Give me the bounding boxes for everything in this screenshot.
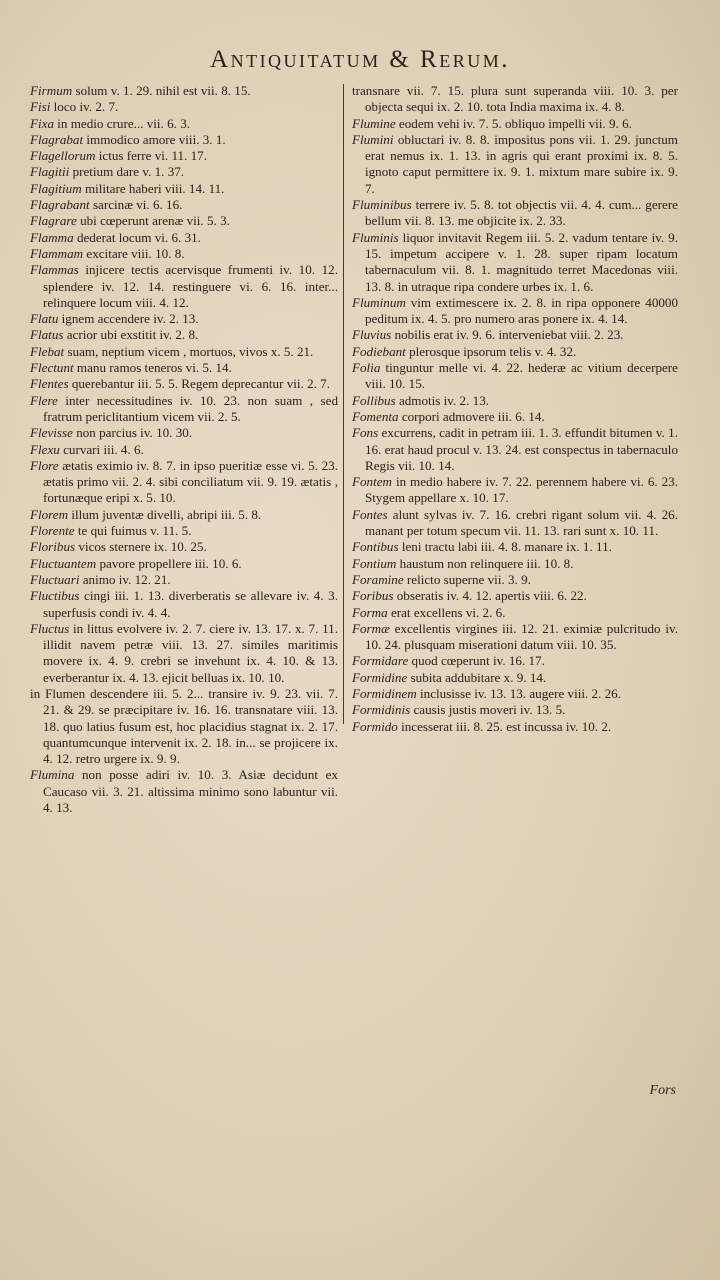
entry-keyword: Flumini — [352, 131, 394, 147]
entry-keyword: Flatus — [30, 327, 64, 343]
entry-references: haustum non relinquere iii. 10. 8. — [399, 555, 574, 571]
entry-keyword: Flammam — [30, 245, 84, 261]
index-entry — [30, 181, 338, 197]
entry-keyword: Flumina — [30, 767, 75, 783]
entry-keyword: Florem — [30, 506, 69, 522]
entry-references: in medio crure... vii. 6. 3. — [57, 115, 191, 131]
entry-keyword: Fons — [352, 425, 379, 441]
entry-keyword: Flebat — [30, 343, 65, 359]
entry-references: querebantur iii. 5. 5. Regem deprecantur vii. 2. 7. — [71, 376, 330, 392]
entry-keyword: Fontem — [352, 474, 392, 490]
index-entry — [352, 393, 678, 409]
index-entry — [30, 148, 338, 164]
entry-references: tinguntur melle vi. 4. 22. hederæ ac vitium decerpere viii. 10. 15. — [365, 360, 678, 392]
entry-references: in medio habere iv. 7. 22. perennem habere vi. 6. 23. Stygem appellare x. 10. 17. — [365, 474, 678, 506]
index-entry — [352, 197, 678, 230]
index-entry — [30, 197, 338, 213]
entry-keyword: Fontes — [352, 506, 388, 522]
index-entry — [30, 327, 338, 343]
index-entry — [30, 393, 338, 426]
running-header: Antiquitatum & Rerum. — [210, 46, 510, 73]
entry-references: in Flumen descendere iii. 5. 2... transire iv. 9. 23. vii. 7. 21. & 29. se præcipitare iv. 16. 16. transnatare viii. 13. 18. quo latius fusum est, hoc placidius stagnat ix. 2. 17. quantumcunque intervenit ix. 2. 18. in... se projicere ix. 4. 12. retro urgere ix. 9. 9. — [30, 685, 338, 767]
index-entry — [352, 230, 678, 295]
index-entry — [30, 507, 338, 523]
entry-references: curvari iii. 4. 6. — [63, 441, 144, 457]
entry-keyword: Fluctibus — [30, 588, 80, 604]
entry-references: excurrens, cadit in petram iii. 1. 3. effundit bitumen v. 1. 16. erat haud procul v. 13. 24. est conspectus in tabernaculo Regis vii. 10. 14. — [365, 425, 678, 473]
index-entry — [352, 507, 678, 540]
entry-references: obseratis iv. 4. 12. apertis viii. 6. 22. — [396, 588, 587, 604]
index-entry — [352, 360, 678, 393]
entry-references: militare haberi viii. 14. 11. — [84, 180, 225, 196]
index-entry — [30, 425, 338, 441]
index-entry — [30, 686, 338, 767]
entry-references: ignem accendere iv. 2. 13. — [61, 311, 199, 327]
index-entry — [352, 670, 678, 686]
entry-keyword: Forma — [352, 604, 388, 620]
entry-references: subita addubitare x. 9. 14. — [410, 669, 547, 685]
entry-keyword: Firmum — [30, 83, 73, 98]
entry-references: vicos sternere ix. 10. 25. — [78, 539, 207, 555]
column-divider — [343, 84, 344, 724]
entry-keyword: Flagellorum — [30, 148, 96, 164]
index-entry — [352, 605, 678, 621]
index-entry — [30, 311, 338, 327]
entry-keyword: Formidinis — [352, 702, 411, 718]
entry-keyword: Flatu — [30, 311, 59, 327]
entry-keyword: Flagitium — [30, 180, 82, 196]
index-entry — [30, 376, 338, 392]
entry-keyword: Formidine — [352, 669, 408, 685]
index-entry — [30, 539, 338, 555]
entry-references: cingi iii. 1. 13. diverberatis se allevare iv. 4. 3. superfusis condi iv. 4. 4. — [43, 588, 338, 620]
entry-references: excellentis virgines iii. 12. 21. eximiæ pulcritudo iv. 10. 24. plusquam miserationi datum viii. 10. 35. — [365, 620, 678, 653]
entry-keyword: Fluminibus — [352, 197, 412, 213]
entry-keyword: Formidinem — [352, 685, 417, 701]
entry-references: non parcius iv. 10. 30. — [76, 425, 193, 441]
entry-references: pretium dare v. 1. 37. — [72, 164, 185, 180]
entry-references: vim extimescere ix. 2. 8. in ripa opponere 40000 peditum ix. 4. 5. pro numero aras ponere ix. 4. 14. — [365, 294, 679, 327]
entry-references: loco iv. 2. 7. — [53, 99, 119, 115]
entry-keyword: Formidare — [352, 653, 409, 669]
entry-keyword: Flexu — [30, 441, 60, 457]
entry-references: manu ramos teneros vi. 5. 14. — [76, 360, 232, 376]
entry-keyword: Flammas — [30, 262, 79, 278]
entry-keyword: Fluvius — [352, 327, 392, 343]
index-entry — [352, 588, 678, 604]
index-entry — [30, 588, 338, 621]
entry-keyword: Flagrare — [30, 213, 77, 229]
index-entry — [30, 442, 338, 458]
index-entry — [30, 116, 338, 132]
index-entry — [352, 539, 678, 555]
entry-keyword: Flamma — [30, 229, 74, 245]
entry-keyword: Flectunt — [30, 360, 74, 376]
entry-references: corpori admovere iii. 6. 14. — [401, 408, 545, 424]
entry-keyword: Formido — [352, 718, 398, 734]
entry-references: sarcinæ vi. 6. 16. — [92, 197, 183, 213]
index-entry — [352, 425, 678, 474]
entry-references: leni tractu labi iii. 4. 8. manare ix. 1. 11. — [401, 539, 612, 555]
entry-keyword: Folia — [352, 360, 381, 376]
entry-keyword: Fluctuari — [30, 571, 80, 587]
entry-keyword: Fodiebant — [352, 343, 406, 359]
entry-keyword: Flumine — [352, 115, 396, 131]
entry-references: suam, neptium vicem , mortuos, vivos x. 5. 21. — [67, 343, 314, 359]
index-entry — [30, 164, 338, 180]
entry-keyword: Foramine — [352, 571, 404, 587]
entry-references: inclusisse iv. 13. 13. augere viii. 2. 26. — [420, 685, 621, 701]
entry-keyword: Flore — [30, 457, 59, 473]
entry-keyword: Fluctuantem — [30, 555, 97, 571]
entry-keyword: Flentes — [30, 376, 69, 392]
entry-references: illum juventæ divelli, abripi iii. 5. 8. — [71, 506, 262, 522]
index-entry — [30, 344, 338, 360]
entry-references: immodico amore viii. 3. 1. — [86, 131, 226, 147]
index-entry — [30, 572, 338, 588]
entry-keyword: Fomenta — [352, 408, 399, 424]
index-entry — [352, 719, 678, 735]
entry-references: injicere tectis acervisque frumenti iv. 10. 12. splendere iv. 12. 14. restinguere vi. 6. 16. inter... relinquere locum viii. 4. 12. — [43, 262, 338, 310]
entry-keyword: Flagrabat — [30, 131, 84, 147]
entry-references: dederat locum vi. 6. 31. — [76, 229, 201, 245]
entry-keyword: Flevisse — [30, 425, 73, 441]
index-entry — [352, 116, 678, 132]
entry-references: terrere iv. 5. 8. tot objectis vii. 4. 4. cum... gerere bellum vii. 8. 13. me objicite ix. 2. 33. — [365, 197, 678, 229]
entry-keyword: Fluctus — [30, 620, 70, 636]
index-entry — [30, 230, 338, 246]
index-entry — [30, 767, 338, 816]
entry-references: eodem vehi iv. 7. 5. obliquo impelli vii. 9. 6. — [398, 115, 632, 131]
index-entry — [352, 474, 678, 507]
index-entry — [352, 327, 678, 343]
entry-keyword: Fontibus — [352, 539, 399, 555]
entry-references: in littus evolvere iv. 2. 7. ciere iv. 13. 17. x. 7. 11. illidit navem petræ viii. 13. 27. similes maritimis movere ix. 4. 9. crebri se invehunt ix. 4. 10. & 13. everberantur ix. 4. 13. ejicit belluas ix. 10. 10. — [43, 620, 338, 685]
index-entry — [352, 83, 678, 116]
entry-references: incesserat iii. 8. 25. est incussa iv. 10. 2. — [401, 718, 612, 734]
index-entry — [352, 409, 678, 425]
entry-references: quod cœperunt iv. 16. 17. — [411, 653, 545, 669]
index-entry — [30, 262, 338, 311]
entry-references: ictus ferre vi. 11. 17. — [98, 148, 207, 164]
entry-references: ætatis eximio iv. 8. 7. in ipso pueritiæ esse vi. 5. 23. ætatis primo vii. 2. 4. sibi conciliatum vii. 9. 19. ætatis , fortunæque eripi x. 5. 10. — [43, 457, 338, 506]
index-entry — [30, 458, 338, 507]
index-entry — [30, 132, 338, 148]
entry-keyword: Fixa — [30, 115, 54, 131]
entry-keyword: Fluminum — [352, 294, 406, 310]
index-entry — [352, 556, 678, 572]
entry-references: solum v. 1. 29. nihil est vii. 8. 15. — [75, 83, 251, 98]
entry-keyword: Foribus — [352, 588, 394, 604]
index-entry — [30, 246, 338, 262]
index-entry — [30, 83, 338, 99]
entry-references: pavore propellere iii. 10. 6. — [99, 555, 242, 571]
entry-references: te qui fuimus v. 11. 5. — [77, 523, 192, 539]
entry-references: transnare vii. 7. 15. plura sunt superanda viii. 10. 3. per objecta sequi ix. 2. 10. tota India maxima ix. 4. 8. — [352, 83, 678, 115]
index-entry — [30, 556, 338, 572]
index-entry — [352, 702, 678, 718]
entry-references: ubi cœperunt arenæ vii. 5. 3. — [80, 213, 230, 229]
entry-references: acrior ubi exstitit iv. 2. 8. — [66, 327, 199, 343]
index-entry — [352, 295, 678, 328]
index-entry — [352, 686, 678, 702]
entry-keyword: Flere — [30, 392, 58, 408]
entry-references: nobilis erat iv. 9. 6. interveniebat viii. 2. 23. — [394, 327, 624, 343]
entry-keyword: Fontium — [352, 555, 397, 571]
index-entry — [30, 213, 338, 229]
index-entry — [30, 523, 338, 539]
entry-references: inter necessitudines iv. 10. 23. non suam , sed fratrum periclitantium vicem vii. 2. 5. — [43, 392, 338, 424]
entry-keyword: Formæ — [352, 620, 390, 636]
entry-references: excitare viii. 10. 8. — [86, 245, 185, 261]
entry-references: animo iv. 12. 21. — [82, 571, 171, 587]
entry-references: plerosque ipsorum telis v. 4. 32. — [409, 343, 577, 359]
entry-keyword: Fluminis — [352, 229, 399, 245]
entry-keyword: Fisi — [30, 99, 51, 115]
index-entry — [30, 621, 338, 686]
entry-keyword: Flagitii — [30, 164, 70, 180]
index-entry — [352, 572, 678, 588]
entry-keyword: Florente — [30, 523, 75, 539]
catchword: Fors — [649, 1083, 676, 1098]
entry-references: liquor invitavit Regem iii. 5. 2. vadum tentare iv. 9. 15. impetum accipere v. 1. 28. super ripam locatum tabernaculum vii. 8. 1. magnitudo terret Macedonas viii. 13. 8. in utraque ripa condere urbes ix. 1. 6. — [365, 229, 678, 294]
index-entry — [30, 360, 338, 376]
entry-references: erat excellens vi. 2. 6. — [390, 604, 506, 620]
entry-references: alunt sylvas iv. 7. 16. crebri rigant solum vii. 4. 26. manant per totum specum vii. 11. 13. rari sunt x. 10. 11. — [365, 506, 678, 539]
entry-references: admotis iv. 2. 13. — [398, 392, 490, 408]
entry-references: non posse adiri iv. 10. 3. Asiæ decidunt ex Caucaso vii. 3. 21. altissima minimo sono labuntur vii. 4. 13. — [43, 767, 338, 816]
entry-references: obluctari iv. 8. 8. impositus pons vii. 1. 29. junctum erat nemus ix. 1. 13. in agris qui erant proximi ix. 8. 5. ignoto caput permittere ix. 9. 1. mixtum mare subire ix. 9. 7. — [365, 131, 678, 196]
index-entry — [352, 653, 678, 669]
index-entry — [352, 621, 678, 654]
entry-references: causis justis moveri iv. 13. 5. — [413, 702, 566, 718]
left-column — [30, 83, 338, 816]
index-entry — [352, 132, 678, 197]
index-entry — [352, 344, 678, 360]
right-column — [352, 83, 678, 735]
entry-keyword: Follibus — [352, 392, 396, 408]
entry-keyword: Flagrabant — [30, 197, 90, 213]
entry-references: relicto superne vii. 3. 9. — [406, 571, 531, 587]
index-entry — [30, 99, 338, 115]
entry-keyword: Floribus — [30, 539, 76, 555]
